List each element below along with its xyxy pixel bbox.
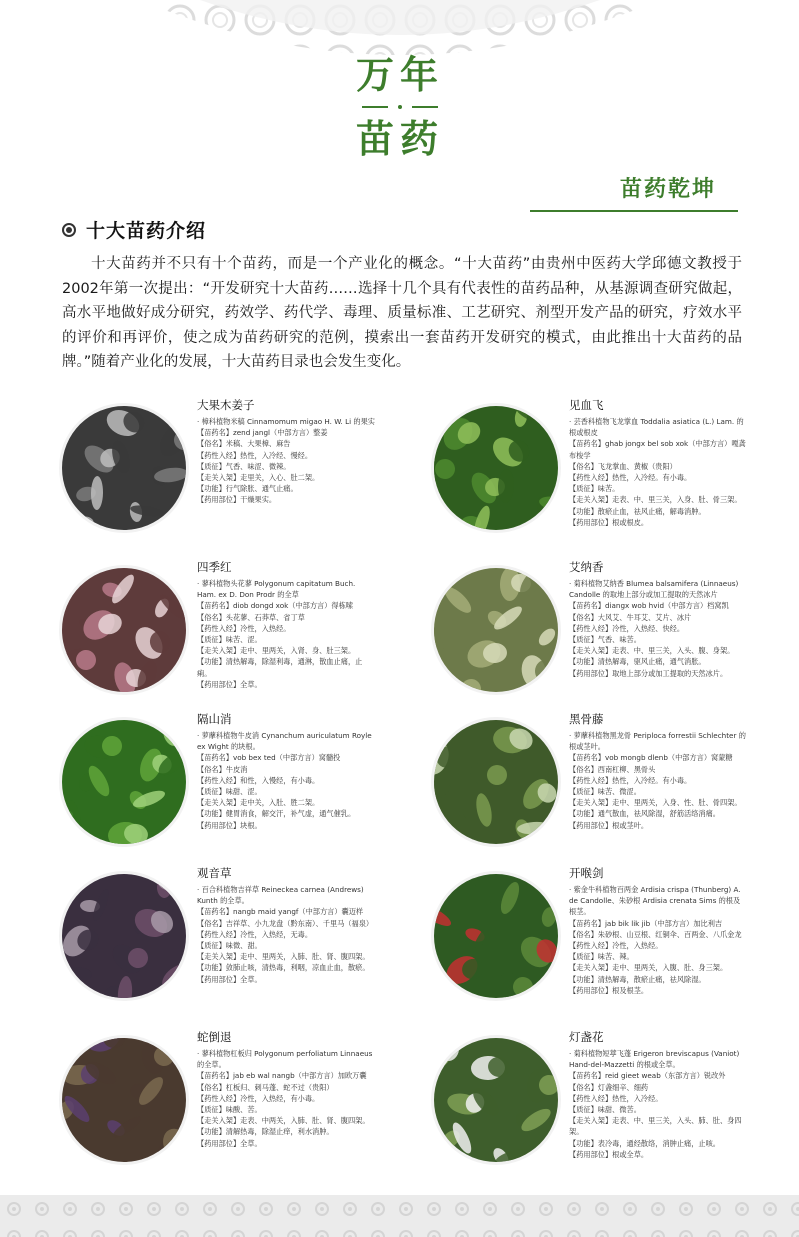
herb-detail-line: · 菊科植物短葶飞蓬 Erigeron breviscapus (Vaniot) Hand-del-Mazzetti 的根或全草。	[569, 1049, 740, 1070]
herb-detail-line: 【质征】味酸、苦。	[197, 1105, 262, 1115]
herb-detail-line: 【药性入经】冷性，入热经、快经。	[569, 623, 685, 633]
herb-detail-line: 【苗药名】vob bex ted（中部方言）窝髓投	[197, 753, 341, 763]
herb-detail-line: 【俗名】灯盏细辛、细药	[569, 1082, 649, 1092]
herb-info	[197, 1030, 375, 1149]
herb-detail-line: 【药性入经】冷性，入热经。	[197, 623, 291, 633]
herb-detail-line: 【苗药名】zend jangl（中部方言）整姜	[197, 428, 328, 438]
herb-detail-line: 【质征】气香、味苦。	[569, 635, 641, 645]
herb-detail-line: · 菊科植物艾纳香 Blumea balsamifera (Linnaeus) Candolle 的取地上部分或加工提取的天然冰片	[569, 579, 739, 600]
herb-detail-line: 【药用部位】根或根皮。	[569, 517, 649, 527]
section-title: 十大苗药介绍	[86, 220, 207, 242]
herb-detail-line: 【苗药名】ghab jongx bel sob xok（中部方言）嘎龚布梭学	[569, 439, 746, 460]
herb-detail-line: 【药性入经】热性，入冷经。有小毒。	[569, 775, 692, 785]
herb-detail-line: 【俗名】飞龙掌血、黄椒（贵阳）	[569, 461, 677, 471]
herb-photo	[62, 568, 186, 692]
herb-name: 四季红	[197, 560, 232, 574]
herb-photo	[62, 874, 186, 998]
herb-name: 黑骨藤	[569, 712, 604, 726]
herb-info	[197, 712, 375, 831]
herb-detail-line: 【走关入架】走表、中两关，入肺、肚、肾、腹四架。	[197, 1116, 370, 1126]
herb-detail-line: 【走关入架】走表、中、里三关，入身、肚、骨三架。	[569, 495, 742, 505]
herb-entry	[434, 398, 744, 548]
herb-entry	[62, 398, 375, 548]
herb-detail-line: 【功能】通气散血，祛风除湿，舒筋活络消痛。	[569, 809, 720, 819]
title-separator	[330, 98, 470, 116]
herb-name: 隔山消	[197, 712, 232, 726]
herb-detail-line: 【质征】味苦、涩。	[197, 635, 262, 645]
herb-photo	[434, 720, 558, 844]
herb-detail-line: 【苗药名】diob dongd xok（中部方言）得栋嗦	[197, 601, 353, 611]
herb-detail-line: 【苗药名】jab eb wal nangb（中部方言）加欧万囊	[197, 1071, 367, 1081]
section-heading	[62, 216, 206, 243]
herb-photo	[62, 406, 186, 530]
herb-detail-line: 【俗名】头花蓼、石莽草、省丁草	[197, 612, 305, 622]
herb-detail-line: 【俗名】牛皮消	[197, 764, 248, 774]
herb-photo	[62, 1038, 186, 1162]
herb-photo	[62, 720, 186, 844]
herb-detail-line: 【药用部位】根及根茎。	[569, 985, 649, 995]
herb-detail-line: 【走关入架】走表、中、里三关，入头、腹、身架。	[569, 646, 735, 656]
herb-detail-line: 【俗名】杠板归、刺马蓬、蛇不过（贵阳）	[197, 1082, 334, 1092]
herb-entry	[434, 1030, 744, 1180]
herb-detail-line: 【药用部位】全草。	[197, 1138, 262, 1148]
herb-detail-line: 【功能】清热解毒，除湿利毒，通淋，散血止痛，止痢。	[197, 657, 363, 678]
herb-detail-line: · 紫金牛科植物百两金 Ardisia crispa (Thunberg) A. de Candolle、朱砂根 Ardisia crenata Sims 的根及根茎。	[569, 885, 741, 917]
herb-detail-line: 【药性入经】冷性，入热经。	[569, 941, 663, 951]
herb-detail-line: 【俗名】吉祥草、小九龙盘（黔东南）、千里马（福泉）	[197, 918, 374, 928]
herb-entry	[62, 866, 372, 1016]
herb-detail-line: 【苗药名】reid gieet weab（东部方言）锐改外	[569, 1071, 726, 1081]
herb-detail-line: 【俗名】大风艾、牛耳艾、艾片、冰片	[569, 612, 692, 622]
herb-name: 观音草	[197, 866, 232, 880]
herb-info	[197, 398, 375, 506]
herb-detail-line: · 蓼科植物头花蓼 Polygonum capitatum Buch. Ham. ex D. Don Prodr 的全草	[197, 579, 356, 600]
herb-name: 开喉剑	[569, 866, 604, 880]
herb-detail-line: 【药用部位】取地上部分或加工提取的天然冰片。	[569, 668, 728, 678]
herb-detail-line: · 芸香科植物飞龙掌血 Toddalia asiatica (L.) Lam. 的根或根皮	[569, 417, 744, 438]
herb-name: 灯盏花	[569, 1030, 604, 1044]
herb-detail-line: 【药性入经】冷性，入热经，无毒。	[197, 929, 313, 939]
herb-detail-line: 【质征】气香、味涩、微辣。	[197, 461, 291, 471]
herb-detail-line: 【质征】味苦、微涩。	[569, 787, 641, 797]
herb-detail-line: · 萝藦科植物黑龙骨 Periploca forrestii Schlechter 的根或茎叶。	[569, 731, 746, 752]
herb-detail-line: 【走关入架】走表、中、里三关，入头、肺、肚、身四架。	[569, 1116, 742, 1137]
herb-detail-line: 【走关入架】走中关，入肚、胜二架。	[197, 798, 320, 808]
herb-name: 见血飞	[569, 398, 604, 412]
herb-detail-line: 【质征】味甜、涩。	[197, 787, 262, 797]
herb-detail-line: 【走关入架】走中、里两关，入腹、肚、身三架。	[569, 963, 728, 973]
title-line-2: 苗药	[355, 116, 444, 161]
title-line-1: 万年	[355, 52, 444, 97]
herb-detail-line: 【药性入经】热性，入冷经。有小毒。	[569, 473, 692, 483]
herb-name: 艾纳香	[569, 560, 604, 574]
herb-detail-line: 【走关入架】走里关，入心、肚二架。	[197, 473, 320, 483]
herb-detail-line: 【走关入架】走中、里两关，入肾、身、肚三架。	[197, 646, 356, 656]
herb-detail-line: 【药用部位】全草。	[197, 679, 262, 689]
herb-detail-line: · 萝藦科植物牛皮消 Cynanchum auriculatum Royle ex Wight 的块根。	[197, 731, 372, 752]
brand-underline	[530, 210, 738, 212]
herb-detail-line: 【药用部位】块根。	[197, 820, 262, 830]
herb-detail-line: 【苗药名】vob mongb dlenb（中部方言）窝蒙糖	[569, 753, 733, 763]
herb-detail-line: 【药用部位】全草。	[197, 974, 262, 984]
herb-detail-line: · 蓼科植物杠板归 Polygonum perfoliatum Linnaeus 的全草。	[197, 1049, 373, 1070]
herb-detail-line: 【质征】味甜、微苦。	[569, 1105, 641, 1115]
herb-detail-line: 【苗药名】diangx wob hvid（中部方言）档窝凯	[569, 601, 729, 611]
herb-info	[569, 560, 747, 679]
herb-detail-line: 【功能】敛肺止咳，清热毒，利咽，凉血止血，散瘀。	[197, 963, 370, 973]
herb-detail-line: 【苗药名】jab bik lik jib（中部方言）加比利吉	[569, 918, 723, 928]
herb-info	[197, 560, 375, 690]
herb-detail-line: 【质征】味苦。	[569, 484, 620, 494]
herb-detail-line: 【质征】味苦、辣。	[569, 952, 634, 962]
herb-photo	[434, 568, 558, 692]
herb-detail-line: 【走关入架】走中、里两关，入肺、肚、肾、腹四架。	[197, 952, 370, 962]
radio-bullet-icon	[62, 223, 76, 237]
herb-photo	[434, 874, 558, 998]
herb-detail-line: 【功能】散瘀止血，祛风止痛，解毒消肿。	[569, 506, 706, 516]
herb-detail-line: 【功能】表冷毒，通经散络，消肿止痛，止咳。	[569, 1138, 720, 1148]
herb-detail-line: 【功能】清解热毒，除湿止痒，利水消肿。	[197, 1127, 334, 1137]
herb-entry	[434, 560, 744, 710]
herb-info	[569, 866, 747, 996]
herb-detail-line: 【药用部位】根或全草。	[569, 1149, 649, 1159]
herb-detail-line: 【苗药名】nangb maid yangf（中部方言）囊迈样	[197, 907, 364, 917]
bottom-decorative-pattern	[0, 1195, 799, 1237]
herb-info	[197, 866, 375, 985]
herb-entry	[62, 712, 372, 862]
herb-detail-line: 【药性入经】和性，入慢经，有小毒。	[197, 775, 320, 785]
herb-detail-line: 【药性入经】热性，入冷经、慢经。	[197, 450, 313, 460]
herb-detail-line: 【药用部位】根或茎叶。	[569, 820, 649, 830]
herb-detail-line: 【功能】健胃消食，解交汗，补气虚，通气催乳。	[197, 809, 356, 819]
page-title	[330, 52, 470, 162]
herb-entry	[62, 560, 372, 710]
herb-photo	[434, 1038, 558, 1162]
herb-entry	[434, 866, 744, 1016]
herb-info	[569, 398, 747, 528]
herb-detail-line: 【俗名】朱砂根、山豆根、红铜伞、百两金、八爪金龙	[569, 929, 742, 939]
herb-detail-line: 【功能】行气除胀、通气止痛。	[197, 484, 298, 494]
brand-label: 苗药乾坤	[620, 176, 717, 202]
herb-photo	[434, 406, 558, 530]
herb-entry	[62, 1030, 372, 1180]
intro-paragraph: 十大苗药并不只有十个苗药，而是一个产业化的概念。“十大苗药”由贵州中医药大学邱德文教授于2002年第一次提出：“开发研究十大苗药……选择十几个具有代表性的苗药品种，从基源调查研究做起，高水平地做好成分研究，药效学、药代学、毒理、质量标准、工艺研究、剂型开发产品的研究，疗效水平的评价和再评价，使之成为苗药研究的范例，摸索出一套苗药开发研究的模式，由此推出十大苗药的品牌。”随着产业化的发展，十大苗药目录也会发生变化。	[62, 256, 742, 370]
herb-entry	[434, 712, 744, 862]
herb-name: 大果木姜子	[197, 398, 255, 412]
herb-detail-line: 【质征】味微、甜。	[197, 941, 262, 951]
herb-detail-line: 【功能】清热解毒，散瘀止痛，祛风除湿。	[569, 974, 706, 984]
herb-detail-line: 【走关入架】走中、里两关，入身、性、肚、骨四架。	[569, 798, 742, 808]
herb-detail-line: · 樟科植物米稿 Cinnamomum migao H. W. Li 的果实	[197, 417, 375, 426]
herb-detail-line: · 百合科植物吉祥草 Reineckea carnea (Andrews) Kunth 的全草。	[197, 885, 364, 906]
herb-info	[569, 1030, 747, 1160]
herb-detail-line: 【俗名】西南杠柳、黑骨头	[569, 764, 656, 774]
herb-detail-line: 【俗名】米稿、大果樟、麻告	[197, 439, 291, 449]
herb-detail-line: 【功能】清热解毒，驱风止痛，通气消胀。	[569, 657, 706, 667]
herb-info	[569, 712, 747, 831]
herb-name: 蛇倒退	[197, 1030, 232, 1044]
herb-detail-line: 【药性入经】冷性，入热经，有小毒。	[197, 1093, 320, 1103]
herb-detail-line: 【药用部位】干燥果实。	[197, 495, 277, 505]
herb-detail-line: 【药性入经】热性，入冷经。	[569, 1093, 663, 1103]
